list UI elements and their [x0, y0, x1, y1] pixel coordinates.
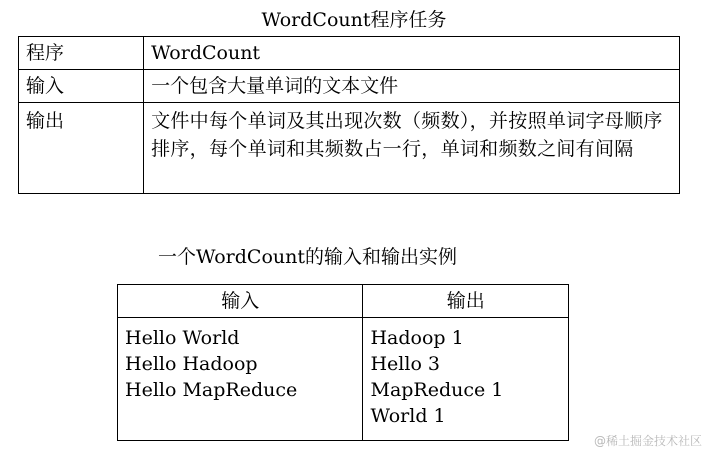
output-cell: [363, 318, 569, 441]
row-label: 输入: [19, 70, 144, 103]
input-line: Hello MapReduce: [125, 379, 298, 401]
output-line: Hadoop 1: [370, 327, 464, 349]
output-header: 输出: [363, 285, 569, 318]
input-cell: [118, 318, 363, 441]
row-value-cell: [144, 103, 680, 194]
wordcount-task-table: [18, 36, 680, 194]
input-line: Hello Hadoop: [125, 353, 258, 375]
table-row: [118, 318, 569, 441]
row-value: 文件中每个单词及其出现次数（频数），并按照单词字母顺序排序，每个单词和其频数占一行，单词和频数之间有间隔: [151, 110, 663, 160]
row-label: 输出: [19, 103, 144, 194]
table-row: [19, 70, 680, 103]
wordcount-example-table: [117, 284, 569, 441]
row-value: WordCount: [144, 37, 680, 70]
row-value: 一个包含大量单词的文本文件: [144, 70, 680, 103]
table-header-row: [118, 285, 569, 318]
input-line: Hello World: [125, 327, 240, 349]
output-line: World 1: [370, 405, 446, 427]
output-line: Hello 3: [370, 353, 441, 375]
row-label: 程序: [19, 37, 144, 70]
input-header: 输入: [118, 285, 363, 318]
table2-caption: 一个WordCount的输入和输出实例: [158, 246, 458, 268]
table-row: [19, 103, 680, 194]
table-row: [19, 37, 680, 70]
output-line: MapReduce 1: [370, 379, 504, 401]
table1-caption: WordCount程序任务: [261, 9, 447, 31]
watermark: @稀土掘金技术社区: [593, 434, 702, 448]
